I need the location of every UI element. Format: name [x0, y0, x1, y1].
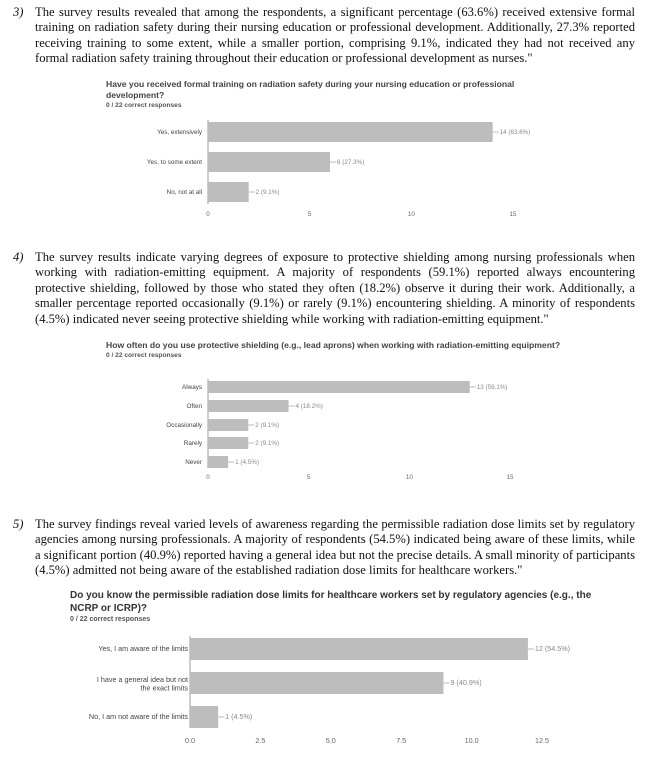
category-label: Yes, to some extent — [146, 159, 202, 166]
x-tick-label: 10 — [405, 474, 413, 481]
category-label: Never — [185, 459, 202, 466]
bar — [208, 400, 289, 412]
category-label: Always — [182, 384, 202, 391]
x-tick-label: 7.5 — [396, 736, 407, 745]
x-tick-label: 15 — [506, 474, 514, 481]
bar — [208, 381, 470, 393]
bar — [190, 706, 218, 728]
bar — [208, 122, 493, 142]
section-number: 3) — [13, 5, 24, 19]
x-tick-label: 0.0 — [185, 736, 195, 745]
bar-chart-dose-limits — [0, 628, 659, 762]
x-tick-label: 2.5 — [255, 736, 266, 745]
bar — [208, 182, 249, 202]
data-label: 13 (59.1%) — [476, 384, 508, 391]
data-label: 2 (9.1%) — [255, 422, 280, 429]
x-tick-label: 5.0 — [325, 736, 336, 745]
bar — [208, 419, 248, 431]
bar — [190, 672, 443, 694]
category-label: Rarely — [183, 440, 202, 447]
form-question-5 — [70, 590, 600, 623]
section-paragraph: The survey results revealed that among the respondents, a significant percentage (63.6%) received extensive formal training on radiation safety during their nursing education or professional development. Additionally, 27.3% reported receiving training to some extent, while a smaller portion, comprising 9.1%, indicated they had not received any formal radiation safety training throughout their education or professional development as nurses." — [35, 5, 635, 66]
bar-chart-training — [0, 112, 659, 222]
category-label: No, I am not aware of the limits — [88, 712, 188, 721]
section-paragraph: The survey results indicate varying degrees of exposure to protective shielding among nursing professionals when working with radiation-emitting equipment. A majority of respondents (59.1%) reported always encountering protective shielding, followed by those who stated they often (18.2%) observe it during their work. Additionally, a smaller percentage reported occasionally (9.1%) or rarely (9.1%) encountering shielding. A minority of respondents (4.5%) indicated never seeing protective shielding while working with radiation-emitting equipment." — [35, 250, 635, 326]
category-label: Often — [186, 403, 202, 410]
form-question-4 — [106, 340, 566, 359]
category-label: Yes, extensively — [157, 129, 202, 136]
bar-chart-shielding — [0, 374, 659, 484]
correct-responses: 0 / 22 correct responses — [106, 352, 182, 359]
bar — [208, 152, 330, 172]
data-label: 14 (63.6%) — [499, 129, 531, 136]
x-tick-label: 5 — [306, 474, 311, 481]
category-label: I have a general idea but not the exact limits — [96, 675, 188, 693]
x-tick-label: 5 — [307, 211, 312, 218]
section-paragraph: The survey findings reveal varied levels of awareness regarding the permissible radiation dose limits set by regulatory agencies among nursing professionals. A majority of respondents (54.5%) indicated being aware of these limits, while a significant portion (40.9%) reported having a general idea but not the precise details. A small minority of participants (4.5%) admitted not being aware of the established radiation dose limits for healthcare workers." — [35, 517, 635, 578]
x-tick-label: 0 — [206, 211, 210, 218]
data-label: 9 (40.9%) — [450, 678, 482, 687]
data-label: 6 (27.3%) — [337, 159, 365, 166]
category-label: Yes, I am aware of the limits — [98, 644, 188, 653]
correct-responses: 0 / 22 correct responses — [70, 616, 151, 623]
x-tick-label: 12.5 — [535, 736, 549, 745]
section-number: 4) — [13, 250, 24, 264]
form-question-3 — [106, 79, 566, 109]
data-label: 2 (9.1%) — [255, 440, 280, 447]
x-tick-label: 15 — [509, 211, 517, 218]
category-label: No, not at all — [166, 189, 202, 196]
data-label: 1 (4.5%) — [225, 712, 253, 721]
question-text: Have you received formal training on radiation safety during your nursing education or professional development? — [106, 79, 515, 100]
question-text: How often do you use protective shielding (e.g., lead aprons) when working with radiation-emitting equipment? — [106, 340, 561, 350]
data-label: 4 (18.2%) — [295, 403, 323, 410]
bar — [208, 437, 248, 449]
data-label: 12 (54.5%) — [534, 644, 571, 653]
bar — [190, 638, 528, 660]
question-text: Do you know the permissible radiation dose limits for healthcare workers set by regulatory agencies (e.g., the NCRP or ICRP)? — [70, 590, 592, 614]
x-tick-label: 10 — [407, 211, 415, 218]
category-label: Occasionally — [166, 422, 202, 429]
data-label: 2 (9.1%) — [255, 189, 280, 196]
bar — [208, 456, 228, 468]
x-tick-label: 0 — [206, 474, 210, 481]
data-label: 1 (4.5%) — [235, 459, 259, 466]
x-tick-label: 10.0 — [464, 736, 479, 745]
correct-responses: 0 / 22 correct responses — [106, 102, 182, 109]
section-number: 5) — [13, 517, 24, 531]
